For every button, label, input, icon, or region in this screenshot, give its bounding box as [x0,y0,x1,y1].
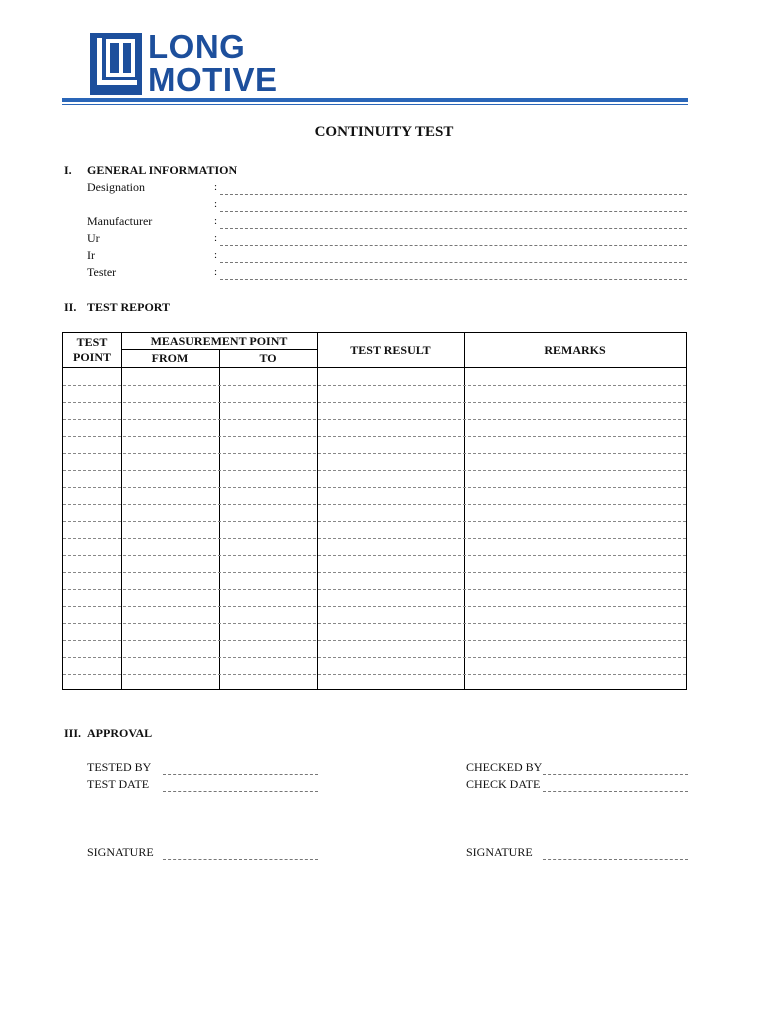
manufacturer-field[interactable] [220,228,687,229]
test-report-table [62,332,687,690]
table-row[interactable] [63,470,686,471]
signature-right-label: SIGNATURE [466,845,533,859]
field-label-ir: Ir [87,248,95,262]
table-row[interactable] [63,402,686,403]
long-motive-logo-icon [90,33,142,95]
header-rule [62,98,688,102]
column-header-from: FROM [151,351,189,365]
table-row[interactable] [63,521,686,522]
table-row[interactable] [63,504,686,505]
field-colon: : [214,249,218,261]
table-row[interactable] [63,487,686,488]
ir-field[interactable] [220,262,687,263]
table-row[interactable] [63,538,686,539]
table-row[interactable] [63,640,686,641]
column-header-remarks: REMARKS [544,343,606,357]
designation-field[interactable] [220,194,687,195]
table-row[interactable] [63,623,686,624]
field-label-manufacturer: Manufacturer [87,214,153,228]
table-row[interactable] [63,657,686,658]
table-row[interactable] [63,453,686,454]
header-rule-thin [62,104,688,105]
column-header-measurement-point: MEASUREMENT POINT [150,334,288,348]
brand-name-line1: LONG [148,28,246,65]
test-date-field[interactable] [163,791,318,792]
field-colon: : [214,181,218,193]
section-heading-approval: APPROVAL [87,726,153,740]
table-row[interactable] [63,436,686,437]
check-date-label: CHECK DATE [466,777,541,791]
ur-field[interactable] [220,245,687,246]
signature-left-label: SIGNATURE [87,845,154,859]
table-row[interactable] [63,419,686,420]
tester-field[interactable] [220,279,687,280]
field-colon: : [214,266,218,278]
column-header-test-point-line2: POINT [72,350,111,364]
check-date-field[interactable] [543,791,688,792]
section-heading-test-report: TEST REPORT [87,300,171,314]
section-number-approval: III. [64,726,82,740]
section-heading-general: GENERAL INFORMATION [87,163,238,177]
field-label-ur: Ur [87,231,100,245]
column-header-test-result: TEST RESULT [350,343,431,357]
column-header-test-point: TEST [76,335,108,349]
section-number-test-report: II. [64,300,77,314]
document-title: CONTINUITY TEST [314,124,454,140]
signature-left-field[interactable] [163,859,318,860]
table-row[interactable] [63,555,686,556]
designation-field-line2[interactable] [220,211,687,212]
field-colon: : [214,215,218,227]
signature-right-field[interactable] [543,859,688,860]
brand-name-line2: MOTIVE [148,61,278,98]
test-date-label: TEST DATE [87,777,150,791]
column-header-to: TO [259,351,277,365]
section-number-general: I. [64,163,72,177]
checked-by-field[interactable] [543,774,688,775]
table-row[interactable] [63,606,686,607]
table-row[interactable] [63,589,686,590]
field-label-designation: Designation [87,180,145,194]
tested-by-field[interactable] [163,774,318,775]
field-colon: : [214,198,218,210]
tested-by-label: TESTED BY [87,760,152,774]
table-row[interactable] [63,385,686,386]
table-row[interactable] [63,674,686,675]
checked-by-label: CHECKED BY [466,760,543,774]
table-row[interactable] [63,572,686,573]
field-colon: : [214,232,218,244]
field-label-tester: Tester [87,265,117,279]
